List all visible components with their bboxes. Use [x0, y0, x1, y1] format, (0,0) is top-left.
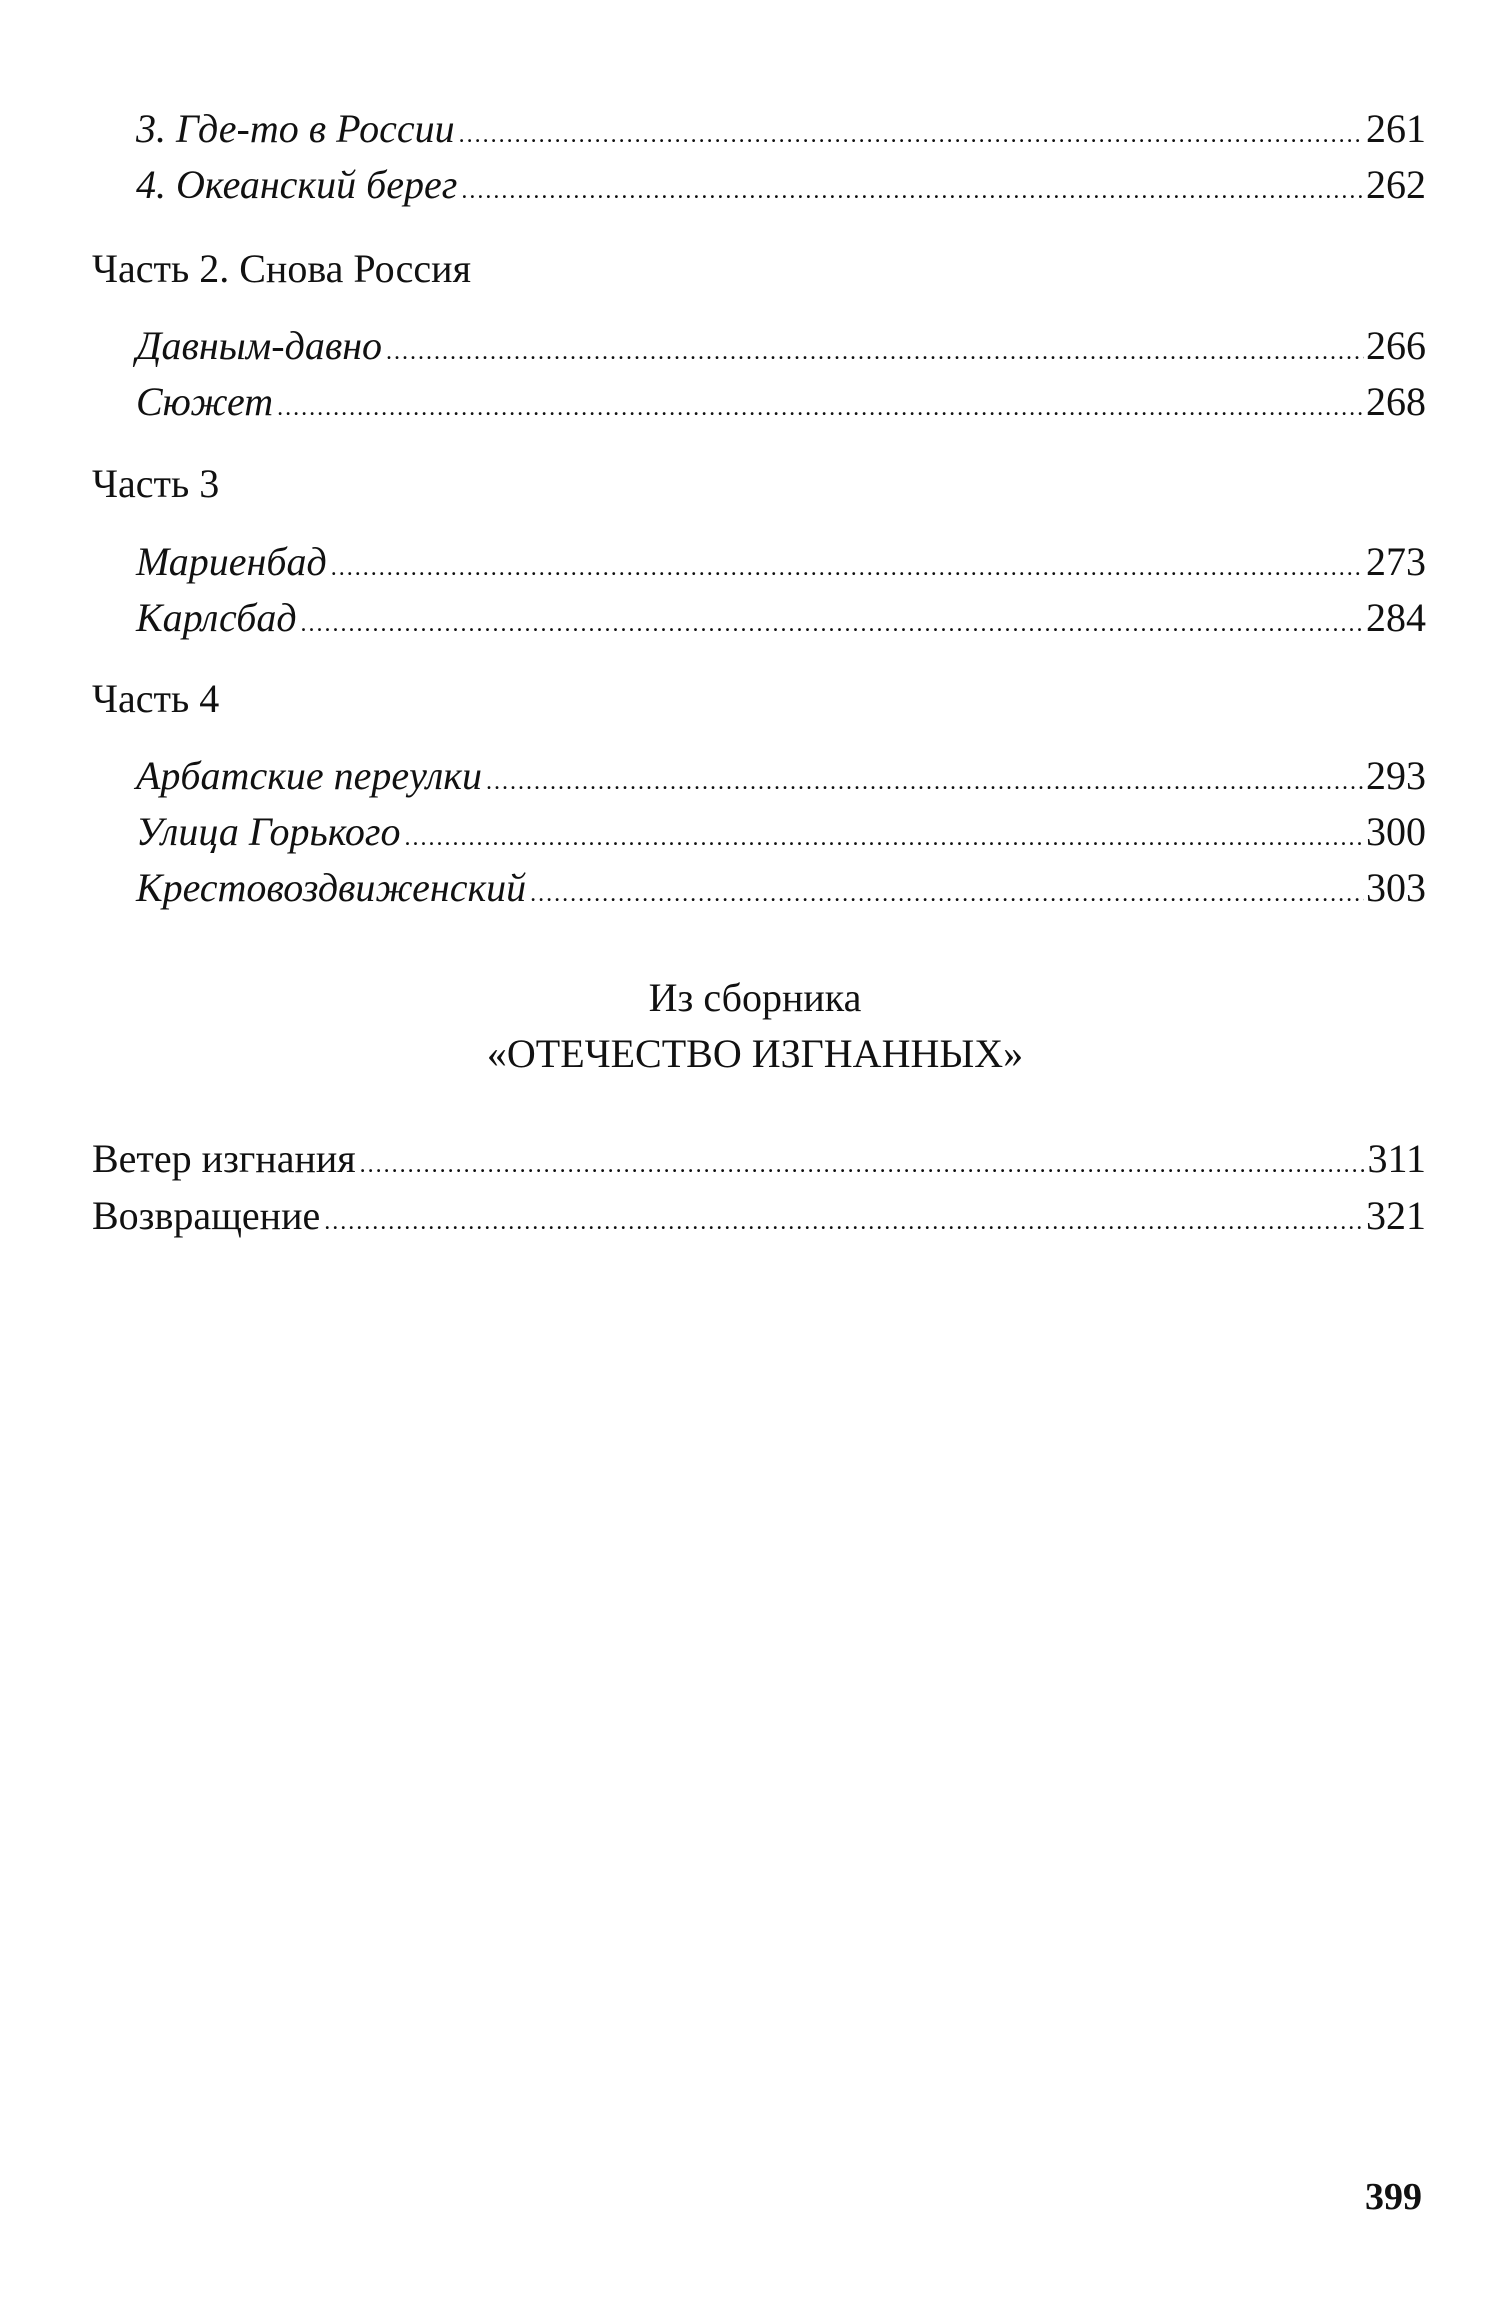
page-number: 399 [1365, 2176, 1422, 2218]
toc-entry-page: 293 [1366, 753, 1426, 798]
toc-entry-page: 284 [1366, 595, 1426, 640]
part-heading: Часть 3 [92, 461, 220, 506]
toc-entry-title: Возвращение [92, 1193, 321, 1238]
toc-entry-title: Сюжет [136, 379, 274, 424]
toc-entry-page: 266 [1366, 323, 1426, 368]
toc-entry-page: 262 [1366, 162, 1426, 207]
part-heading: Часть 4 [92, 676, 220, 721]
dot-leader [405, 814, 1364, 862]
toc-entry-title: Крестовоздвиженский [136, 865, 527, 910]
toc-entry-title: Улица Горького [136, 809, 401, 854]
collection-heading-line2: «ОТЕЧЕСТВО ИЗГНАННЫХ» [486, 1031, 1024, 1076]
toc-entry-title: Арбатские переулки [136, 753, 482, 798]
toc-entry-title: Ветер изгнания [92, 1136, 356, 1181]
toc-entry-title: 4. Океанский берег [136, 162, 458, 207]
toc-entry-page: 261 [1366, 106, 1426, 151]
dot-leader [386, 328, 1364, 376]
toc-entry-page: 321 [1366, 1193, 1426, 1238]
toc-entry [136, 594, 1426, 648]
toc-entry [136, 752, 1426, 806]
toc-entry-page: 311 [1367, 1136, 1426, 1181]
dot-leader [301, 600, 1364, 648]
dot-leader [360, 1141, 1366, 1189]
part-heading: Часть 2. Снова Россия [92, 246, 471, 291]
toc-entry-page: 268 [1366, 379, 1426, 424]
toc-entry-page: 300 [1366, 809, 1426, 854]
toc-entry [136, 808, 1426, 862]
toc-entry [92, 1192, 1426, 1246]
toc-entry-page: 273 [1366, 539, 1426, 584]
dot-leader [277, 384, 1364, 432]
dot-leader [331, 544, 1364, 592]
toc-entry [136, 161, 1426, 215]
dot-leader [461, 167, 1364, 215]
toc-entry-page: 303 [1366, 865, 1426, 910]
dot-leader [486, 758, 1364, 806]
toc-entry [136, 538, 1426, 592]
toc-entry [136, 378, 1426, 432]
toc-entry [92, 1135, 1426, 1189]
toc-entry-title: 3. Где-то в России [136, 106, 455, 151]
toc-entry [136, 105, 1426, 159]
dot-leader [324, 1198, 1364, 1246]
toc-entry-title: Мариенбад [136, 539, 327, 584]
toc-entry-title: Карлсбад [136, 595, 297, 640]
toc-entry-title: Давным-давно [136, 323, 383, 368]
toc-entry [136, 322, 1426, 376]
toc-entry [136, 864, 1426, 918]
dot-leader [459, 111, 1364, 159]
collection-heading-line1: Из сборника [648, 975, 862, 1020]
dot-leader [530, 870, 1364, 918]
